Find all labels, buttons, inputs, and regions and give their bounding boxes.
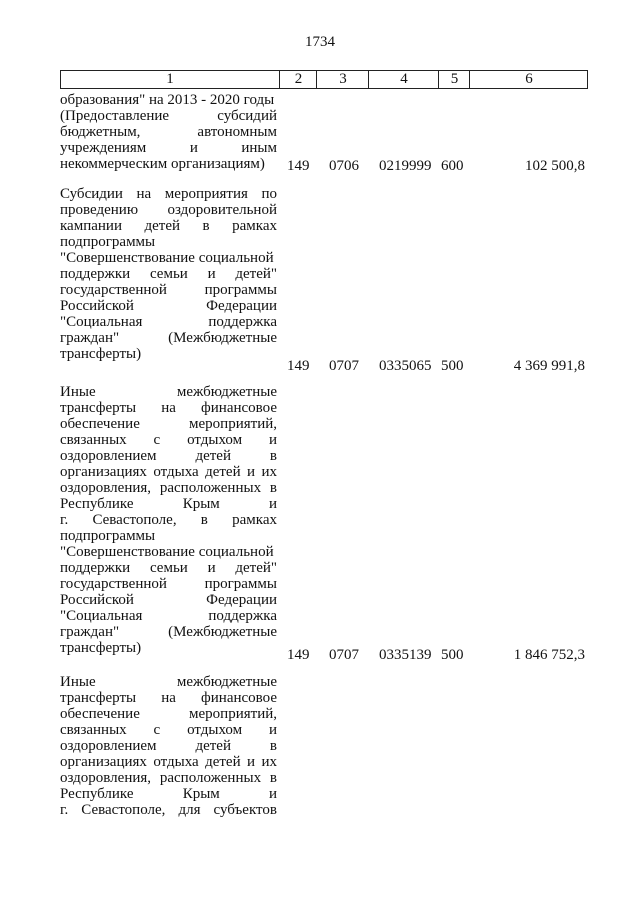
- description-line: связанных с отдыхом и: [60, 432, 277, 448]
- description-line: связанных с отдыхом и: [60, 722, 277, 738]
- description-line: поддержки семьи и детей": [60, 266, 277, 282]
- description-line: Республике Крым и: [60, 496, 277, 512]
- description-line: государственной программы: [60, 576, 277, 592]
- description-line: бюджетным, автономным: [60, 124, 277, 140]
- description-line: трансферты): [60, 346, 142, 362]
- cell-section: 0707: [329, 647, 359, 663]
- table-row-description: [60, 674, 277, 818]
- table-header: [60, 70, 588, 89]
- description-line: Российской Федерации: [60, 298, 277, 314]
- description-line: (Предоставление субсидий: [60, 108, 277, 124]
- description-line: "Совершенствование социальной: [60, 250, 274, 266]
- cell-code: 149: [287, 647, 310, 663]
- cell-amount: 102 500,8: [525, 158, 585, 174]
- header-col-4: 4: [368, 71, 439, 88]
- description-line: Иные межбюджетные: [60, 384, 277, 400]
- description-line: обеспечение мероприятий,: [60, 416, 277, 432]
- cell-type: 500: [441, 647, 464, 663]
- header-col-6: 6: [469, 71, 588, 88]
- cell-target: 0335139: [379, 647, 432, 663]
- description-line: г. Севастополе, для субъектов: [60, 802, 277, 818]
- description-line: поддержки семьи и детей": [60, 560, 277, 576]
- description-line: подпрограммы: [60, 234, 156, 250]
- cell-code: 149: [287, 358, 310, 374]
- cell-amount: 1 846 752,3: [513, 647, 585, 663]
- header-col-3: 3: [316, 71, 369, 88]
- header-col-1: 1: [166, 71, 174, 87]
- cell-target: 0219999: [379, 158, 432, 174]
- description-line: трансферты на финансовое: [60, 690, 277, 706]
- description-line: оздоровлением детей в: [60, 738, 277, 754]
- header-col-2: 2: [279, 71, 317, 88]
- description-line: некоммерческим организациям): [60, 156, 265, 172]
- description-line: подпрограммы: [60, 528, 156, 544]
- table-row-description: [60, 384, 277, 656]
- cell-code: 149: [287, 158, 310, 174]
- table-row-description: [60, 92, 277, 172]
- cell-section: 0707: [329, 358, 359, 374]
- description-line: обеспечение мероприятий,: [60, 706, 277, 722]
- description-line: государственной программы: [60, 282, 277, 298]
- description-line: оздоровления, расположенных в: [60, 770, 277, 786]
- cell-amount: 4 369 991,8: [513, 358, 585, 374]
- description-line: трансферты на финансовое: [60, 400, 277, 416]
- cell-type: 500: [441, 358, 464, 374]
- description-line: Иные межбюджетные: [60, 674, 277, 690]
- cell-type: 600: [441, 158, 464, 174]
- description-line: учреждениям и иным: [60, 140, 277, 156]
- description-line: Республике Крым и: [60, 786, 277, 802]
- description-line: оздоровлением детей в: [60, 448, 277, 464]
- description-line: организациях отдыха детей и их: [60, 464, 277, 480]
- description-line: образования" на 2013 - 2020 годы: [60, 92, 275, 108]
- description-line: граждан" (Межбюджетные: [60, 330, 277, 346]
- table-row-description: [60, 186, 277, 362]
- description-line: организациях отдыха детей и их: [60, 754, 277, 770]
- description-line: кампании детей в рамках: [60, 218, 277, 234]
- header-col-5: 5: [438, 71, 470, 88]
- description-line: Российской Федерации: [60, 592, 277, 608]
- description-line: оздоровления, расположенных в: [60, 480, 277, 496]
- cell-section: 0706: [329, 158, 359, 174]
- description-line: Субсидии на мероприятия по: [60, 186, 277, 202]
- page-number: 1734: [305, 34, 335, 50]
- cell-target: 0335065: [379, 358, 432, 374]
- description-line: трансферты): [60, 640, 142, 656]
- description-line: "Социальная поддержка: [60, 314, 277, 330]
- description-line: г. Севастополе, в рамках: [60, 512, 277, 528]
- description-line: "Совершенствование социальной: [60, 544, 274, 560]
- description-line: проведению оздоровительной: [60, 202, 277, 218]
- description-line: граждан" (Межбюджетные: [60, 624, 277, 640]
- description-line: "Социальная поддержка: [60, 608, 277, 624]
